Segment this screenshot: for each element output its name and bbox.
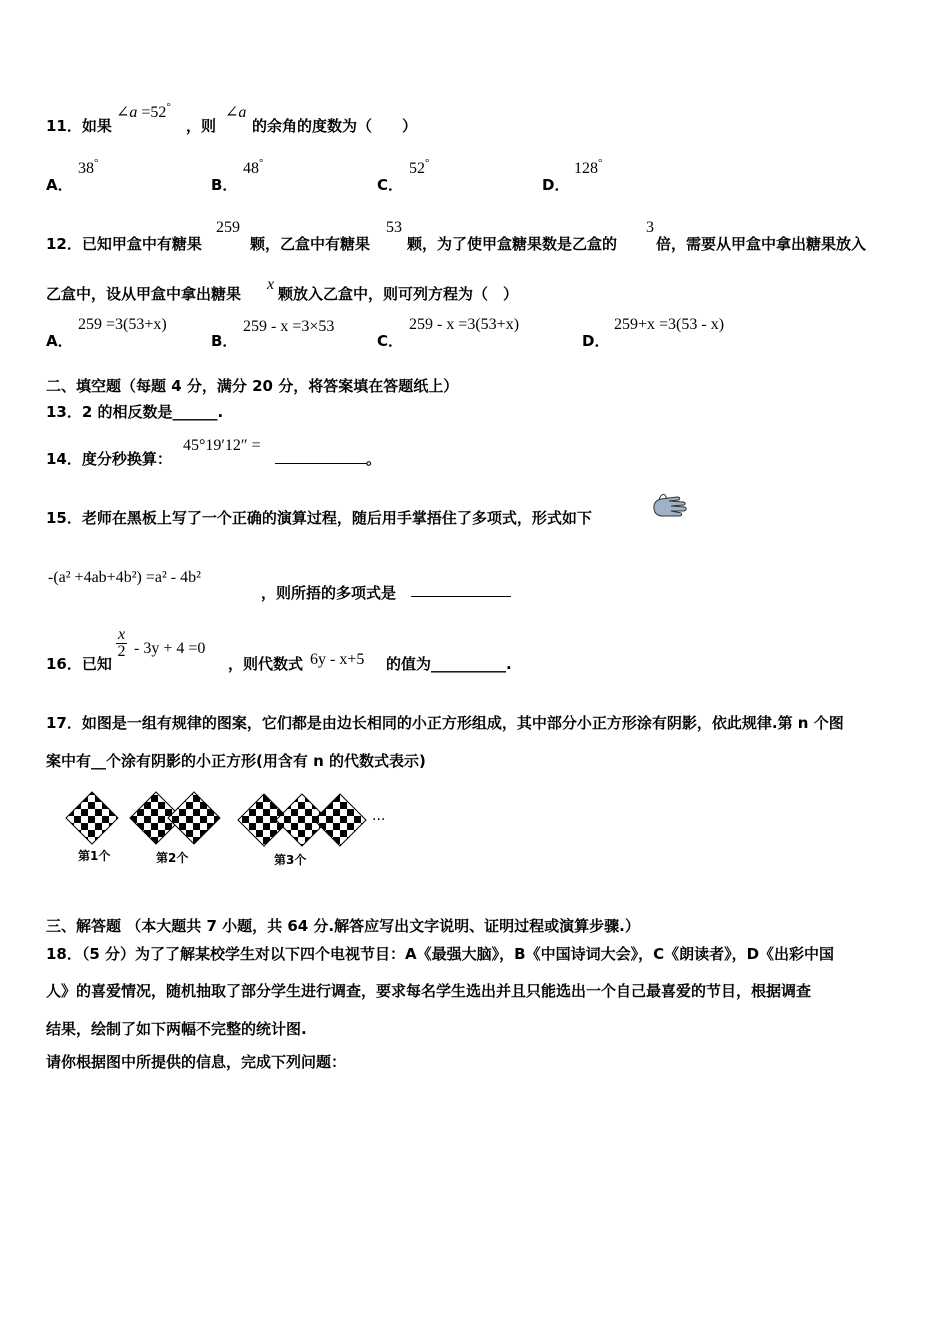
- q14-answer-blank[interactable]: [275, 450, 367, 464]
- q12-n2: 53: [386, 219, 402, 236]
- q11-option-d-value: 128°: [574, 157, 603, 177]
- q12-line-2b: 颗放入乙盒中，则可列方程为（ ）: [278, 285, 519, 303]
- section-3-title: 三、解答题 （本大题共 7 小题，共 64 分.解答应写出文字说明、证明过程或演算步骤.）: [46, 917, 640, 935]
- q11-text-3: 的余角的度数为（ ）: [252, 117, 418, 135]
- hand-icon: [651, 491, 693, 521]
- q18-line-1: 18．（5 分）为了了解某校学生对以下四个电视节目：A《最强大脑》，B《中国诗词大会》，C《朗读者》，D《出彩中国: [46, 945, 835, 963]
- q12-line-2a: 乙盒中，设从甲盒中拿出糖果: [46, 285, 242, 303]
- q12-t2: 颗，乙盒中有糖果: [250, 235, 371, 253]
- q17-line-2: 案中有__个涂有阴影的小正方形(用含有 n 的代数式表示): [46, 752, 426, 770]
- q18-line-3: 结果，绘制了如下两幅不完整的统计图.: [46, 1020, 307, 1038]
- q12-t4: 倍，需要从甲盒中拿出糖果放入: [656, 235, 867, 253]
- q17-line-1: 17．如图是一组有规律的图案，它们都是由边长相同的小正方形组成，其中部分小正方形涂有阴影，依此规律.第 n 个图: [46, 714, 844, 732]
- q12-option-b-label: B．: [211, 332, 238, 350]
- q18-line-2: 人》的喜爱情况，随机抽取了部分学生进行调查，要求每名学生选出并且只能选出一个自己最喜爱的节目，根据调查: [46, 982, 812, 1000]
- pattern-figure: [60, 788, 400, 872]
- q12-option-d-value: 259+x =3(53 - x): [614, 316, 725, 333]
- q12-t3: 颗，为了使甲盒糖果数是乙盒的: [407, 235, 618, 253]
- q12-line-1a: 12．已知甲盒中有糖果: [46, 235, 202, 253]
- q12-n3: 3: [646, 219, 654, 236]
- q12-option-a-value: 259 =3(53+x): [78, 316, 167, 333]
- q14-end: 。: [366, 450, 382, 468]
- pattern-2: [130, 792, 220, 844]
- q14-math: 45°19′12″ =: [183, 437, 261, 454]
- q12-var: x: [267, 276, 275, 293]
- q14-line: 14．度分秒换算：: [46, 450, 172, 468]
- q15-answer-blank[interactable]: [411, 583, 511, 597]
- q11-option-c-value: 52°: [409, 157, 430, 177]
- pattern-1: [66, 792, 118, 844]
- q16-t3: 的值为__________.: [386, 655, 512, 673]
- q16-line-a: 16．已知: [46, 655, 112, 673]
- pattern-label-1: 第1个: [78, 849, 111, 863]
- q11-option-a-value: 38°: [78, 157, 99, 177]
- section-2-title: 二、填空题（每题 4 分，满分 20 分，将答案填在答题纸上）: [46, 377, 459, 395]
- q16-t2: ，则代数式: [228, 655, 304, 673]
- pattern-label-3: 第3个: [274, 853, 307, 867]
- q12-option-d-label: D．: [582, 332, 610, 350]
- q15-equation: -(a² +4ab+4b²) =a² - 4b²: [48, 569, 201, 586]
- pattern-ellipsis: ···: [372, 812, 386, 828]
- q12-option-b-value: 259 - x =3×53: [243, 318, 335, 335]
- q11-line: [46, 115, 112, 136]
- pattern-label-2: 第2个: [156, 851, 189, 865]
- q15-after: ，则所捂的多项式是: [261, 584, 397, 602]
- q12-option-c-label: C．: [377, 332, 404, 350]
- q11-option-a-label: A．: [46, 176, 73, 194]
- q13-line: 13．2 的相反数是______.: [46, 403, 224, 421]
- q16-expr: 6y - x+5: [310, 651, 365, 668]
- q12-option-c-value: 259 - x =3(53+x): [409, 316, 520, 333]
- q18-line-4: 请你根据图中所提供的信息，完成下列问题：: [46, 1053, 347, 1071]
- q11-text-2: ，则: [186, 117, 217, 135]
- q16-equation: - 3y + 4 =0: [134, 640, 206, 657]
- q11-option-b-label: B．: [211, 176, 238, 194]
- q11-option-c-label: C．: [377, 176, 404, 194]
- q11-option-b-value: 48°: [243, 157, 264, 177]
- q11-option-d-label: D．: [542, 176, 570, 194]
- q11-text-1: 如果: [81, 117, 112, 135]
- q11-math-2: ∠a: [225, 104, 247, 121]
- q11-number: 11．: [46, 117, 82, 135]
- pattern-3: [238, 794, 366, 846]
- q16-fraction: $\frac{x}{2}$: [117, 626, 126, 660]
- q12-n1: 259: [216, 219, 240, 236]
- q11-math-1: ∠a =52°: [116, 101, 171, 121]
- q12-option-a-label: A．: [46, 332, 73, 350]
- q15-line: 15．老师在黑板上写了一个正确的演算过程，随后用手掌捂住了多项式，形式如下: [46, 509, 592, 527]
